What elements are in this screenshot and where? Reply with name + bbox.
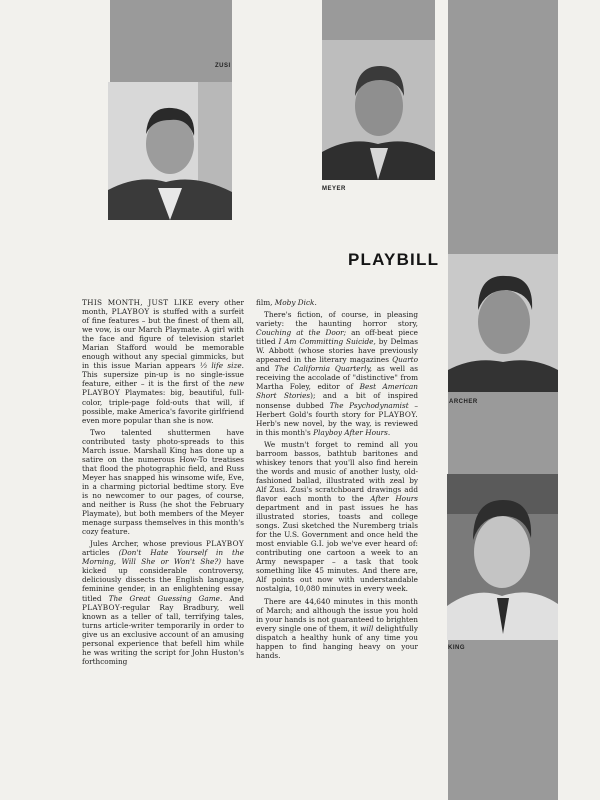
caption-meyer: MEYER bbox=[322, 186, 346, 192]
text-column-1 bbox=[82, 298, 244, 669]
paragraph: Jules Archer, whose previous PLAYBOY articles (Don't Hate Yourself in the Morning, Will She or Won't She?) have kicked up considerable controversy, deliciously dissects the English language, feminine gender, in an enlightening essay titled The Great Guessing Game. And PLAYBOY-regular Ray Bradbury, well known as a teller of tall, terrifying tales, turns article-writer temporarily in order to give us an exclusive account of an amusing personal experience that befell him while he was writing the script for John Huston's forthcoming bbox=[82, 539, 244, 666]
paragraph: film, Moby Dick. bbox=[256, 298, 317, 307]
photo-zusi bbox=[108, 82, 232, 220]
caption-archer: ARCHER bbox=[449, 399, 478, 405]
photo-archer bbox=[448, 254, 558, 392]
caption-king: KING bbox=[448, 645, 465, 651]
text-column-2 bbox=[256, 298, 418, 663]
page-title: PLAYBILL bbox=[348, 250, 440, 269]
caption-zusi: ZUSI bbox=[215, 63, 231, 69]
paragraph: We mustn't forget to remind all you barroom bassos, bathtub baritones and whiskey tenors that you'll also find herein the words and music of another lusty, old-fashioned ballad, illustrated with zeal by Alf Zusi. Zusi's scratchboard drawings add flavor each month to the After Hours department and in past issues he has illustrated stories, toasts and college songs. Zusi sketched the Nuremberg trials for the U.S. Government and once held the most enviable G.I. job we've ever heard of: contributing one cartoon a week to an Army newspaper – a task that took something like 45 minutes. And there are, Alf points out now with understandable nostalgia, 10,080 minutes in every week. bbox=[256, 439, 419, 594]
photo-king bbox=[447, 474, 558, 640]
paragraph: THIS MONTH, JUST LIKE every other month, PLAYBOY is stuffed with a surfeit of fine features – but the finest of them all, we vow, is our March Playmate. A girl with the face and figure of television starlet Marian Stafford would be memorable enough without any special gimmicks, but in this issue Marian appears ⅓ life size. This supersize pin-up is no single-issue feature, either – it is the first of the new PLAYBOY Playmates: big, beautiful, full-color, triple-page fold-outs that will, if possible, make America's favorite girlfriend even more popular than she is now. bbox=[82, 298, 245, 425]
paragraph: There's fiction, of course, in pleasing variety: the haunting horror story, Couching at the Door; an off-beat piece titled I Am Committing Suicide, by Delmas W. Abbott (whose stories have previously appeared in the literary magazines Quarto and The California Quarterly, as well as receiving the accolade of "distinctive" from Martha Foley, editor of Best American Short Stories); and a bit of inspired nonsense dubbed The Psychodynamist – Herbert Gold's fourth story for PLAYBOY. Herb's new novel, by the way, is reviewed in this month's Playboy After Hours. bbox=[256, 310, 419, 437]
gray-panel-top-left bbox=[110, 0, 232, 82]
photo-meyer bbox=[322, 40, 435, 180]
paragraph: Two talented shuttermen have contributed tasty photo-spreads to this March issue. Marshall King has done up a satire on the numerous How-To treatises that flood the photographic field, and Russ Meyer has snapped his winsome wife, Eve, in a charming pictorial bedtime story. Eve is no newcomer to our pages, of course, and neither is Russ (he shot the February Playmate), but both members of the Meyer menage surpass themselves in this month's cozy feature. bbox=[82, 427, 244, 537]
paragraph: There are 44,640 minutes in this month of March; and although the issue you hold in your hands is not guaranteed to brighten every single one of them, it will delightfully dispatch a healthy hunk of any time you happen to find hanging heavy on your hands. bbox=[256, 596, 418, 660]
